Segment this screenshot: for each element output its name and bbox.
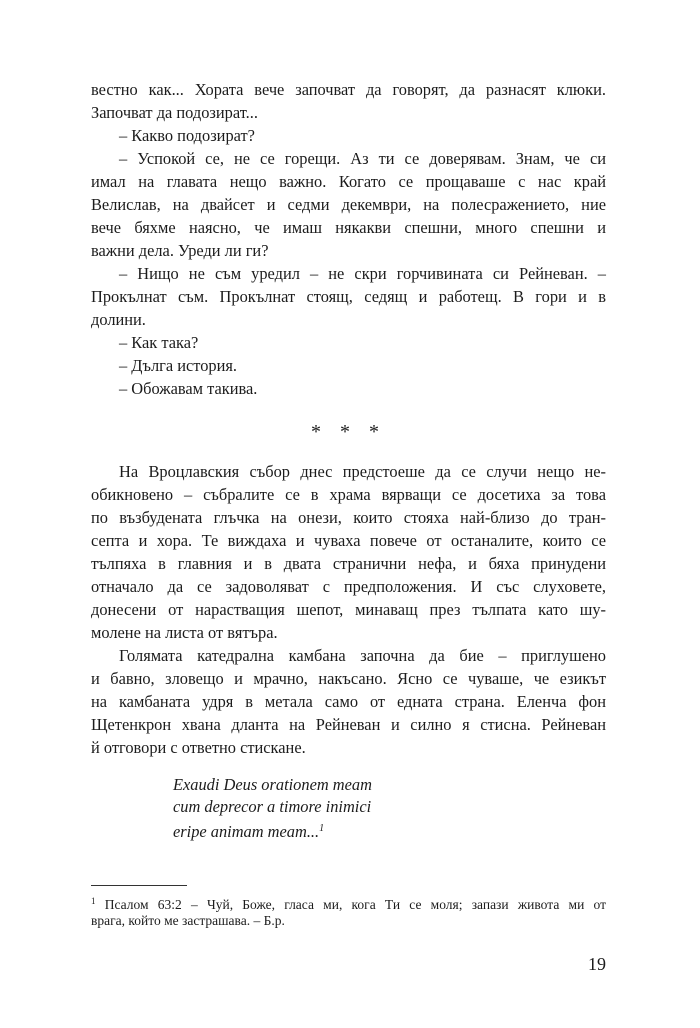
text-line: вече бяхме наясно, че имаш някакви спешни, много спешни и [91, 218, 606, 237]
footnote-reference[interactable]: 1 [319, 823, 325, 834]
text-line: по възбудената глъчка на онези, които стояха най-близо до тран- [91, 508, 606, 527]
text-line: на камбаната удря в метала само от едната страна. Еленча фон [91, 692, 606, 711]
text-line: септа и хора. Те виждаха и чуваха повече от останалите, които се [91, 531, 606, 550]
text-line: тълпяха в главния и в двата странични нефа, и бяха принудени [91, 554, 606, 573]
text-line: – Нищо не съм уредил – не скри горчивината си Рейневан. – [119, 264, 606, 283]
text-line: – Какво подозират? [119, 126, 255, 145]
text-line: долини. [91, 310, 146, 329]
text-line: отначало да се задоволяват с предположения. И със слуховете, [91, 577, 606, 596]
verse-line [173, 818, 533, 843]
verse-line: Exaudi Deus orationem meam [173, 775, 372, 794]
text-line: и бавно, зловещо и мрачно, накъсано. Ясно се чуваше, че езикът [91, 669, 606, 688]
footnote-line [91, 893, 606, 913]
text-line: – Как така? [119, 333, 199, 352]
text-line: – Обожавам такива. [119, 379, 258, 398]
text-line: имал на главата нещо важно. Когато се прощаваше с нас край [91, 172, 606, 191]
text-line: Започват да подозират... [91, 103, 258, 122]
verse-line: cum deprecor a timore inimici [173, 797, 372, 816]
text-line: важни дела. Уреди ли ги? [91, 241, 269, 260]
text-line: обикновено – събралите се в храма вярващи се досетиха за това [91, 485, 606, 504]
text-line: – Дълга история. [119, 356, 238, 375]
text-line: й отговори с ответно стискане. [91, 738, 306, 757]
text-line: На Вроцлавския събор днес предстоеше да се случи нещо не- [119, 462, 606, 481]
footnote-marker: 1 [91, 896, 96, 906]
text-line: Щетенкрон хвана дланта на Рейневан и силно я стисна. Рейневан [91, 715, 606, 734]
text-line: Голямата катедрална камбана започна да бие – приглушено [119, 646, 606, 665]
text-line: Велислав, на двайсет и седми декември, на полесражението, ние [91, 195, 606, 214]
text-line: донесени от нарастващия шепот, минаващ през тълпата като шу- [91, 600, 606, 619]
text-line: вестно как... Хората вече започват да говорят, да разнасят клюки. [91, 80, 606, 99]
text-line: – Успокой се, не се горещи. Аз ти се доверявам. Знам, че си [119, 149, 606, 168]
footnote-line: врага, който ме застрашава. – Б.р. [91, 913, 285, 928]
footnote-divider [91, 885, 187, 886]
text-line: Прокълнат съм. Прокълнат стоящ, седящ и работещ. В гори и в [91, 287, 606, 306]
footnote-text: Псалом 63:2 – Чуй, Боже, гласа ми, кога Ти се моля; запази живота ми от [104, 897, 607, 912]
verse-text: eripe animam meam... [173, 822, 320, 841]
text-line: молене на листа от вятъра. [91, 623, 278, 642]
page-number: 19 [588, 954, 606, 974]
section-separator: * * * [311, 421, 386, 443]
